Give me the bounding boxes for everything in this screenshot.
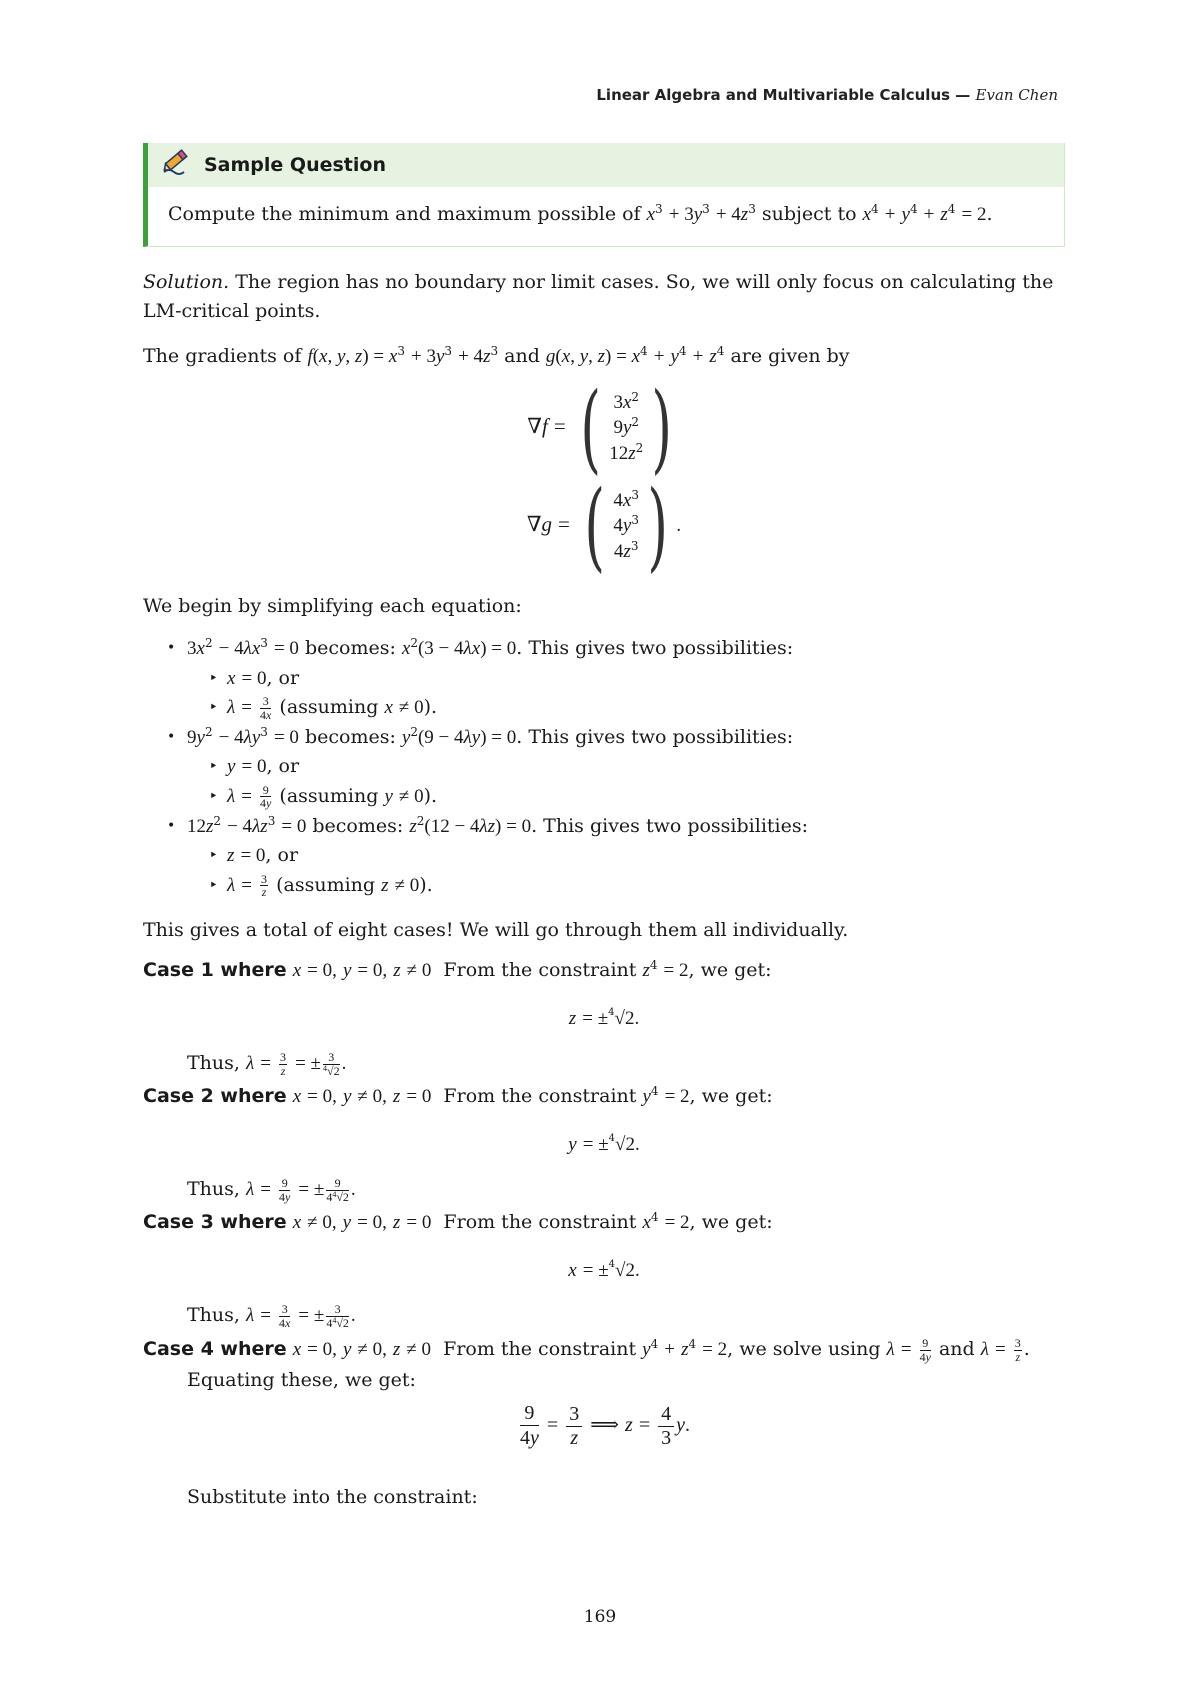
header-title: Linear Algebra and Multivariable Calculus (596, 86, 951, 104)
list-item: • $12z^2 - 4\lambda z^3 = 0$ becomes: $z^2(12 - 4\lambda z) = 0$. This gives two possibilities: ‣ z = 0, or ‣ λ = $\frac{3}{z}$ (assuming z ≠ 0). (143, 812, 1065, 901)
simplification-list (143, 634, 1065, 900)
case-4-heading: Case 4 where x = 0, y ≠ 0, z ≠ 0 From the constraint $y^4 + z^4 = 2$, we solve using λ = $\frac{9}{4y}$ and λ = $\frac{3}{z}$ . Equating these, we get: (143, 1335, 1030, 1392)
sample-question-title: Sample Question (204, 153, 386, 176)
case-3-heading: Case 3 where x ≠ 0, y = 0, z = 0 From the constraint $x^4 = 2$, we get: (143, 1210, 773, 1233)
list-item: ‣ λ = $\frac{3}{z}$ (assuming z ≠ 0). (187, 871, 1065, 901)
eight-cases-paragraph: This gives a total of eight cases! We will go through them all individually. (143, 919, 849, 941)
case-3-equation: x = ±$^4$√2. (568, 1259, 640, 1281)
case-2-thus: Thus, λ = $\frac{9}{4y}$ = ± $\frac{9}{4^4√2}$ . (187, 1175, 356, 1204)
sample-question-box (143, 143, 1065, 247)
list-item: • $3x^2 - 4\lambda x^3 = 0$ becomes: $x^2(3 - 4\lambda x) = 0$. This gives two possibilities: ‣ x = 0, or ‣ λ = $\frac{3}{4x}$ (assuming x ≠ 0). (143, 634, 1065, 723)
case-2-heading: Case 2 where x = 0, y ≠ 0, z = 0 From the constraint $y^4 = 2$, we get: (143, 1084, 773, 1107)
sample-question-text: Compute the minimum and maximum possible of $x^3 + 3y^3 + 4z^3$ subject to $x^4 + y^4 + z^4 = 2$. (168, 202, 993, 225)
case-1-thus: Thus, λ = $\frac{3}{z}$ = ± $\frac{3}{^4√2}$ . (187, 1049, 347, 1078)
case-1-heading: Case 1 where x = 0, y = 0, z ≠ 0 From the constraint $z^4 = 2$, we get: (143, 958, 772, 981)
list-item: • $9y^2 - 4\lambda y^3 = 0$ becomes: $y^2(9 - 4\lambda y) = 0$. This gives two possibilities: ‣ y = 0, or ‣ λ = $\frac{9}{4y}$ (assuming y ≠ 0). (143, 723, 1065, 812)
header-author: Evan Chen (975, 86, 1058, 104)
solution-paragraph: Solution. The region has no boundary nor limit cases. So, we will only focus on calculating the LM-critical points. (143, 271, 1054, 322)
case-3-thus: Thus, λ = $\frac{3}{4x}$ = ± $\frac{3}{4^4√2}$ . (187, 1301, 356, 1330)
substitute-paragraph: Substitute into the constraint: (187, 1486, 478, 1508)
grad-f-equation: ∇f = ( $3x^2$ $9y^2$ $12z^2$ ) (527, 372, 673, 484)
case-1-equation: z = ±$^4$√2. (568, 1007, 640, 1029)
sample-question-header (148, 143, 1064, 187)
list-item: ‣ x = 0, or (187, 664, 1065, 694)
grad-g-equation: ∇g = ( $4x^3$ $4y^3$ $4z^3$ ) . (526, 470, 682, 582)
running-header: Linear Algebra and Multivariable Calculus — Evan Chen (596, 86, 1058, 104)
case-4-equation: $\frac{9}{4y}$ = $\frac{3}{z}$ ⟹ z = $\frac{4}{3}$ y. (519, 1402, 691, 1449)
list-item: ‣ λ = $\frac{3}{4x}$ (assuming x ≠ 0). (187, 693, 1065, 723)
list-item: ‣ z = 0, or (187, 841, 1065, 871)
case-2-equation: y = ±$^4$√2. (568, 1133, 640, 1155)
gradients-paragraph: The gradients of f(x, y, $z) = x^3 + 3y^3 + 4z^3$ and g(x, y, $z) = x^4 + y^4 + z^4$ are given by (143, 344, 850, 367)
solution-label: Solution. (143, 271, 230, 293)
list-item: ‣ y = 0, or (187, 752, 1065, 782)
page-number: 169 (583, 1607, 617, 1627)
begin-paragraph: We begin by simplifying each equation: (143, 595, 522, 617)
list-item: ‣ λ = $\frac{9}{4y}$ (assuming y ≠ 0). (187, 782, 1065, 812)
pencil-icon (160, 147, 190, 184)
